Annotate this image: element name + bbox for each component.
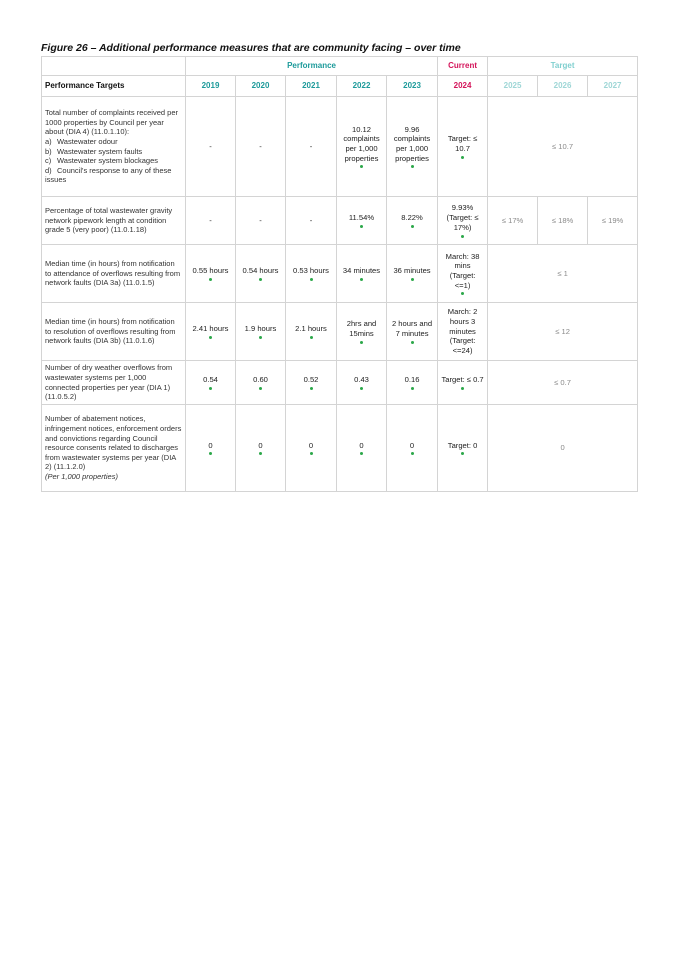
target-met-dot-icon: [209, 336, 212, 339]
row-label-text: Number of abatement notices, infringement notices, enforcement orders and convictions regarding Council resource consents related to discharges from wastewater systems per year (DIA 2) (11.1.2.0): [45, 414, 182, 472]
table-row: [42, 197, 638, 245]
table-row: [42, 303, 638, 361]
cell-target-2025-2027: ≤ 1: [488, 245, 638, 303]
table-row: [42, 405, 638, 492]
cell-target-2027: ≤ 19%: [588, 197, 638, 245]
cell-2024-current: 9.93% (Target: ≤ 17%): [438, 197, 488, 245]
cell-target-2025-2027: ≤ 10.7: [488, 97, 638, 197]
cell-2022: 0: [337, 405, 387, 492]
cell-target-2025-2027: ≤ 0.7: [488, 361, 638, 405]
column-header-2022: 2022: [337, 76, 387, 97]
cell-2022: 11.54%: [337, 197, 387, 245]
target-met-dot-icon: [259, 452, 262, 455]
column-header-2019: 2019: [186, 76, 236, 97]
cell-2021: -: [286, 97, 337, 197]
sub-item: d) Council's response to any of these issues: [45, 165, 172, 185]
cell-2020: 0.60: [236, 361, 286, 405]
cell-2019: -: [186, 97, 236, 197]
sub-item: c) Wastewater system blockages: [45, 156, 159, 166]
figure-title: Figure 26 – Additional performance measures that are community facing – over time: [41, 42, 461, 54]
target-met-dot-icon: [360, 341, 363, 344]
target-met-dot-icon: [259, 278, 262, 281]
column-header-2024: 2024: [438, 76, 488, 97]
cell-2023: 0: [387, 405, 438, 492]
cell-2024-current: March: 2 hours 3 minutes (Target: <=24): [438, 303, 488, 361]
target-met-dot-icon: [209, 387, 212, 390]
sub-item: a) Wastewater odour: [45, 136, 118, 146]
cell-2021: 0: [286, 405, 337, 492]
target-met-dot-icon: [461, 156, 464, 159]
cell-2021: 2.1 hours: [286, 303, 337, 361]
cell-2023: 9.96 complaints per 1,000 properties: [387, 97, 438, 197]
cell-2019: 0.54: [186, 361, 236, 405]
target-met-dot-icon: [411, 452, 414, 455]
cell-2023: 36 minutes: [387, 245, 438, 303]
sub-item: b) Wastewater system faults: [45, 146, 143, 156]
table-row: [42, 245, 638, 303]
cell-2020: 1.9 hours: [236, 303, 286, 361]
cell-2024-current: March: 38 mins (Target: <=1): [438, 245, 488, 303]
cell-2022: 0.43: [337, 361, 387, 405]
row-label-note: (Per 1,000 properties): [45, 471, 118, 481]
row-label: [42, 405, 186, 492]
cell-2019: 0: [186, 405, 236, 492]
row-label: Number of dry weather overflows from wastewater systems per 1,000 connected properties per year (DIA 1) (11.0.5.2): [42, 361, 186, 405]
cell-2024-current: Target: 0: [438, 405, 488, 492]
cell-2021: -: [286, 197, 337, 245]
column-header-2026: 2026: [538, 76, 588, 97]
performance-table: [41, 56, 638, 492]
cell-target-2025: ≤ 17%: [488, 197, 538, 245]
cell-2019: 2.41 hours: [186, 303, 236, 361]
group-header-performance: Performance: [186, 57, 438, 76]
column-header-performance-targets: Performance Targets: [42, 76, 186, 97]
target-met-dot-icon: [310, 452, 313, 455]
target-met-dot-icon: [411, 165, 414, 168]
row-label-text: Total number of complaints received per 1000 properties by Council per year about (DIA 4) (11.0.1.10):: [45, 108, 178, 137]
column-header-2023: 2023: [387, 76, 438, 97]
target-met-dot-icon: [461, 452, 464, 455]
cell-2024-current: Target: ≤ 10.7: [438, 97, 488, 197]
cell-target-2025-2027: 0: [488, 405, 638, 492]
cell-2020: -: [236, 97, 286, 197]
target-met-dot-icon: [209, 278, 212, 281]
target-met-dot-icon: [411, 387, 414, 390]
target-met-dot-icon: [461, 235, 464, 238]
row-label: Percentage of total wastewater gravity network pipework length at condition grade 5 (very poor) (11.0.1.18): [42, 197, 186, 245]
cell-2019: -: [186, 197, 236, 245]
cell-2022: 2hrs and 15mins: [337, 303, 387, 361]
row-label: Median time (in hours) from notification to attendance of overflows resulting from network faults (DIA 3a) (11.0.1.5): [42, 245, 186, 303]
target-met-dot-icon: [411, 278, 414, 281]
cell-2019: 0.55 hours: [186, 245, 236, 303]
group-header-row: [42, 57, 638, 76]
target-met-dot-icon: [310, 278, 313, 281]
cell-2020: -: [236, 197, 286, 245]
cell-2021: 0.52: [286, 361, 337, 405]
target-met-dot-icon: [209, 452, 212, 455]
target-met-dot-icon: [360, 225, 363, 228]
target-met-dot-icon: [360, 165, 363, 168]
cell-2023: 8.22%: [387, 197, 438, 245]
year-header-row: [42, 76, 638, 97]
group-header-current: Current: [438, 57, 488, 76]
target-met-dot-icon: [360, 278, 363, 281]
table-row: [42, 97, 638, 197]
column-header-2025: 2025: [488, 76, 538, 97]
target-met-dot-icon: [360, 387, 363, 390]
target-met-dot-icon: [310, 336, 313, 339]
cell-2023: 0.16: [387, 361, 438, 405]
group-header-target: Target: [488, 57, 638, 76]
column-header-2027: 2027: [588, 76, 638, 97]
cell-2020: 0: [236, 405, 286, 492]
row-label: Median time (in hours) from notification to resolution of overflows resulting from network faults (DIA 3b) (11.0.1.6): [42, 303, 186, 361]
column-header-2020: 2020: [236, 76, 286, 97]
cell-2024-current: Target: ≤ 0.7: [438, 361, 488, 405]
target-met-dot-icon: [310, 387, 313, 390]
group-header-blank: [42, 57, 186, 76]
column-header-2021: 2021: [286, 76, 337, 97]
table-row: [42, 361, 638, 405]
target-met-dot-icon: [461, 387, 464, 390]
cell-2022: 10.12 complaints per 1,000 properties: [337, 97, 387, 197]
cell-target-2026: ≤ 18%: [538, 197, 588, 245]
target-met-dot-icon: [259, 387, 262, 390]
target-met-dot-icon: [411, 341, 414, 344]
cell-2021: 0.53 hours: [286, 245, 337, 303]
cell-target-2025-2027: ≤ 12: [488, 303, 638, 361]
target-met-dot-icon: [411, 225, 414, 228]
cell-2022: 34 minutes: [337, 245, 387, 303]
target-met-dot-icon: [461, 292, 464, 295]
cell-2020: 0.54 hours: [236, 245, 286, 303]
row-label: [42, 97, 186, 197]
target-met-dot-icon: [259, 336, 262, 339]
cell-2023: 2 hours and 7 minutes: [387, 303, 438, 361]
target-met-dot-icon: [360, 452, 363, 455]
